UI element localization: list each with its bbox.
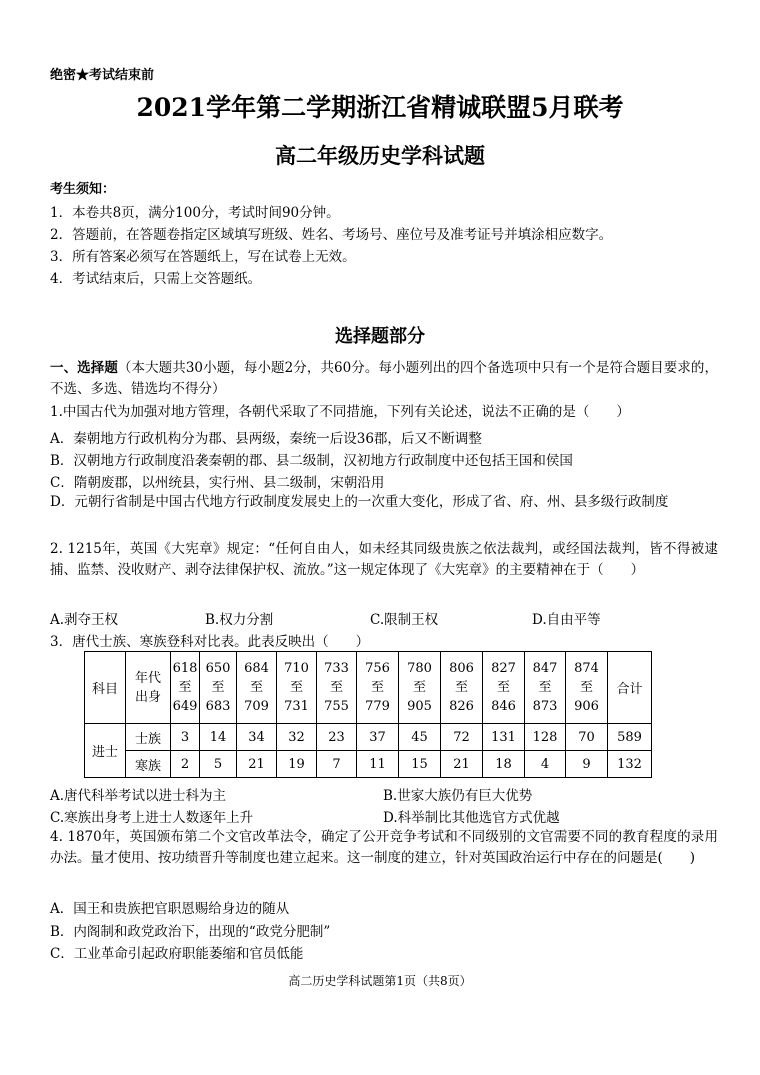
table-header-period (277, 652, 317, 724)
period-end: 826 (449, 699, 474, 714)
table-row (85, 751, 652, 778)
period-end: 779 (365, 699, 390, 714)
period-end: 649 (172, 699, 198, 714)
part-one-instructions (50, 358, 718, 400)
table-header-period (237, 652, 277, 724)
table-row-label: 士族 (126, 724, 171, 751)
table-cell: 5 (200, 751, 237, 778)
period-sep: 至 (211, 680, 225, 695)
table-cell: 21 (237, 751, 277, 778)
period-start: 874 (574, 661, 599, 676)
table-cell: 45 (399, 724, 441, 751)
table-cell: 23 (317, 724, 357, 751)
exam-subtitle: 高二年级历史学科试题 (275, 143, 485, 168)
table-cell: 14 (200, 724, 237, 751)
period-end: 755 (324, 699, 349, 714)
period-sep: 至 (538, 680, 552, 695)
period-end: 905 (407, 699, 432, 714)
table-header-period (441, 652, 483, 724)
confidential-label: 绝密★考试结束前 (50, 68, 155, 83)
question-4-stem: 4. 1870年，英国颁布第二个文官改革法令，确定了公开竞争考试和不同级别的文官需要不同的教育程度的录用办法。量才使用、按功绩晋升等制度也建立起来。这一制度的建立，针对英国政治运行中存在的问题是( ) (50, 829, 718, 866)
question-2-option-c: C.限制王权 (370, 612, 439, 628)
table-header-period (171, 652, 200, 724)
period-start: 806 (449, 661, 474, 676)
period-start: 756 (365, 661, 390, 676)
question-1-stem: 1.中国古代为加强对地方管理，各朝代采取了不同措施，下列有关论述，说法不正确的是（ ） (50, 404, 630, 420)
period-end: 731 (284, 699, 309, 714)
period-end: 846 (491, 699, 516, 714)
table-header-row (85, 652, 652, 724)
page-footer: 高二历史学科试题第1页（共8页） (288, 974, 472, 988)
table-cell: 37 (357, 724, 399, 751)
period-sep: 至 (289, 680, 303, 695)
period-start: 780 (407, 661, 432, 676)
table-header-origin (126, 652, 171, 724)
table-row-label: 寒族 (126, 751, 171, 778)
table-header-subject: 科目 (85, 652, 126, 724)
question-1-option-d: D．元朝行省制是中国古代地方行政制度发展史上的一次重大变化，形成了省、府、州、县多级行政制度 (50, 494, 669, 510)
table-cell: 2 (171, 751, 200, 778)
question-2-option-d: D.自由平等 (532, 612, 601, 628)
section-title: 选择题部分 (335, 326, 425, 347)
period-end: 873 (532, 699, 558, 714)
question-1-option-c: C．隋朝废郡，以州统县，实行州、县二级制，宋朝沿用 (50, 475, 385, 491)
table-header-period (399, 652, 441, 724)
table-cell: 3 (171, 724, 200, 751)
period-start: 650 (205, 661, 231, 676)
table-header-total: 合计 (608, 652, 652, 724)
table-header-period (317, 652, 357, 724)
period-start: 710 (284, 661, 309, 676)
exam-title: 2021学年第二学期浙江省精诚联盟5月联考 (136, 93, 624, 122)
period-sep: 至 (579, 680, 593, 695)
question-3-option-d: D.科举制比其他选官方式优越 (383, 810, 560, 826)
imperial-exam-table (84, 651, 652, 778)
table-cell: 32 (277, 724, 317, 751)
table-cell: 21 (441, 751, 483, 778)
period-start: 733 (324, 661, 349, 676)
notice-item: 1．本卷共8页，满分100分，考试时间90分钟。 (50, 205, 340, 221)
period-sep: 至 (249, 680, 263, 695)
table-cell: 19 (277, 751, 317, 778)
period-sep: 至 (454, 680, 468, 695)
question-1-option-b: B．汉朝地方行政制度沿袭秦朝的郡、县二级制，汉初地方行政制度中还包括王国和侯国 (50, 453, 573, 469)
period-sep: 至 (178, 680, 192, 695)
period-sep: 至 (329, 680, 343, 695)
table-header-period (483, 652, 525, 724)
question-4-option-a: A．国王和贵族把官职恩赐给身边的随从 (50, 901, 290, 917)
notice-item: 3．所有答案必须写在答题纸上，写在试卷上无效。 (50, 249, 356, 265)
period-sep: 至 (496, 680, 510, 695)
question-2-option-b: B.权力分割 (205, 612, 274, 628)
table-header-period (566, 652, 608, 724)
table-cell: 70 (566, 724, 608, 751)
table-cell-total: 589 (608, 724, 652, 751)
table-cell: 9 (566, 751, 608, 778)
table-cell: 131 (483, 724, 525, 751)
table-header-period (357, 652, 399, 724)
notice-item: 4．考试结束后，只需上交答题纸。 (50, 271, 262, 287)
question-3-option-a: A.唐代科举考试以进士科为主 (50, 788, 227, 804)
question-3-option-b: B.世家大族仍有巨大优势 (383, 788, 533, 804)
question-4-option-b: B．内阁制和政党政治下，出现的“政党分肥制” (50, 924, 331, 940)
table-cell: 18 (483, 751, 525, 778)
period-sep: 至 (370, 680, 384, 695)
question-3-stem: 3．唐代士族、寒族登科对比表。此表反映出（ ） (50, 634, 370, 650)
table-cell: 72 (441, 724, 483, 751)
period-end: 709 (244, 699, 269, 714)
question-1-option-a: A．秦朝地方行政机构分为郡、县两级，秦统一后设36郡，后又不断调整 (50, 431, 482, 447)
notice-item: 2．答题前，在答题卷指定区域填写班级、姓名、考场号、座位号及准考证号并填涂相应数字。 (50, 227, 613, 243)
table-cell: 11 (357, 751, 399, 778)
table-row-group: 进士 (85, 724, 126, 778)
question-2-option-a: A.剥夺王权 (50, 612, 119, 628)
notice-heading: 考生须知： (50, 182, 116, 197)
period-start: 847 (532, 661, 558, 676)
table-header-period (525, 652, 566, 724)
question-4-option-c: C．工业革命引起政府职能萎缩和官员低能 (50, 946, 304, 962)
period-start: 684 (244, 661, 269, 676)
table-cell: 34 (237, 724, 277, 751)
part-one-label: 一、选择题 (50, 360, 118, 376)
table-cell: 7 (317, 751, 357, 778)
table-cell: 15 (399, 751, 441, 778)
period-end: 906 (574, 699, 599, 714)
question-3-option-c: C.寒族出身考上进士人数逐年上升 (50, 810, 254, 826)
period-sep: 至 (412, 680, 426, 695)
table-row (85, 724, 652, 751)
table-cell: 128 (525, 724, 566, 751)
table-header-origin-top: 年代 (134, 670, 161, 686)
period-start: 618 (172, 661, 198, 676)
table-header-period (200, 652, 237, 724)
table-header-origin-bottom: 出身 (134, 689, 161, 705)
period-end: 683 (205, 699, 231, 714)
period-start: 827 (491, 661, 516, 676)
question-2-stem: 2. 1215年，英国《大宪章》规定：“任何自由人，如未经其同级贵族之依法裁判，或经国法裁判，皆不得被逮捕、监禁、没收财产、剥夺法律保护权、流放。”这一规定体现了《大宪章》的主要精神在于（ ） (50, 541, 718, 578)
table-cell: 4 (525, 751, 566, 778)
part-one-text: （本大题共30小题，每小题2分，共60分。每小题列出的四个备选项中只有一个是符合题目要求的，不选、多选、错选均不得分） (50, 360, 718, 397)
table-cell-total: 132 (608, 751, 652, 778)
